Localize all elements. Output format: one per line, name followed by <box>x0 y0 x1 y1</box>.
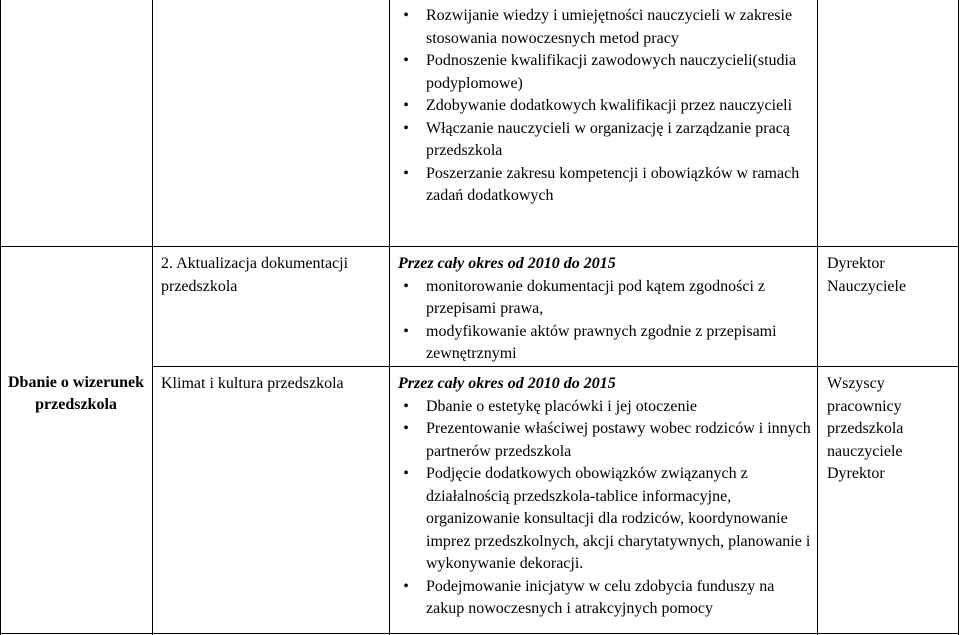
table-border-bottom <box>0 633 959 634</box>
area-heading-cell <box>2 372 150 415</box>
bullet-icon: • <box>403 465 409 482</box>
list-item: • Rozwijanie wiedzy i umiejętności nauczycieli w zakresie stosowania nowoczesnych metod pracy <box>398 5 803 50</box>
docs-bullet-list <box>398 276 810 366</box>
responsible-person: Nauczyciele <box>827 277 907 295</box>
docs-responsible-cell <box>827 253 955 298</box>
bullet-icon: • <box>403 52 409 69</box>
responsible-person: nauczyciele <box>827 442 903 460</box>
table-border-left <box>0 0 1 635</box>
bullet-icon: • <box>403 420 409 437</box>
table-border-col3 <box>817 0 818 635</box>
image-bullet-list <box>398 396 813 621</box>
list-item: • Dbanie o estetykę placówki i jej otoczenie <box>398 396 813 419</box>
list-item: • modyfikowanie aktów prawnych zgodnie z przepisami zewnętrznymi <box>398 321 810 366</box>
docs-task-cell <box>161 253 381 298</box>
image-task-text: Klimat i kultura przedszkola <box>161 375 344 392</box>
list-item: • Włączanie nauczycieli w organizację i zarządzanie pracą przedszkola <box>398 118 803 163</box>
list-item: • Podjęcie dodatkowych obowiązków związanych z działalnością przedszkola-tablice informacyjne, organizowanie konsultacji dla rodziców, koordynowanie imprez przedszkolnych, akcji charytatywnych, planowanie i wykonywanie dekoracji. <box>398 463 813 576</box>
bullet-icon: • <box>403 397 409 415</box>
image-responsible-cell <box>827 373 955 486</box>
image-actions-cell <box>398 373 813 621</box>
top-block-cell <box>398 5 803 208</box>
bullet-icon: • <box>403 7 409 24</box>
list-item: • Poszerzanie zakresu kompetencji i obowiązków w ramach zadań dodatkowych <box>398 163 803 208</box>
bullet-icon: • <box>403 577 409 595</box>
bullet-icon: • <box>403 119 409 137</box>
docs-period: Przez cały okres od 2010 do 2015 <box>398 255 616 272</box>
table-border-col1 <box>152 0 153 635</box>
area-heading-text: Dbanie o wizerunek przedszkola <box>8 374 144 413</box>
docs-actions-cell <box>398 253 810 366</box>
bullet-icon: • <box>403 97 409 114</box>
table-border-right <box>958 0 959 635</box>
list-item: • Zdobywanie dodatkowych kwalifikacji przez nauczycieli <box>398 95 803 118</box>
table-border-col2 <box>389 0 390 635</box>
image-period: Przez cały okres od 2010 do 2015 <box>398 375 616 392</box>
row-divider-1 <box>0 246 959 247</box>
responsible-person: Dyrektor <box>827 465 885 482</box>
list-item: • Podejmowanie inicjatyw w celu zdobycia funduszy na zakup nowoczesnych i atrakcyjnych pomocy <box>398 576 813 621</box>
list-item: • Podnoszenie kwalifikacji zawodowych nauczycieli(studia podyplomowe) <box>398 50 803 95</box>
image-task-cell <box>161 373 381 396</box>
responsible-person: Dyrektor <box>827 255 885 272</box>
bullet-icon: • <box>403 164 409 182</box>
docs-task-text: 2. Aktualizacja dokumentacji przedszkola <box>161 255 349 295</box>
list-item: • monitorowanie dokumentacji pod kątem zgodności z przepisami prawa, <box>398 276 810 321</box>
row-divider-2 <box>152 366 959 367</box>
bullet-icon: • <box>403 277 409 295</box>
bullet-icon: • <box>403 322 409 340</box>
top-bullet-list <box>398 5 803 208</box>
list-item: • Prezentowanie właściwej postawy wobec rodziców i innych partnerów przedszkola <box>398 418 813 463</box>
responsible-person: Wszyscy pracownicy przedszkola <box>827 375 904 437</box>
